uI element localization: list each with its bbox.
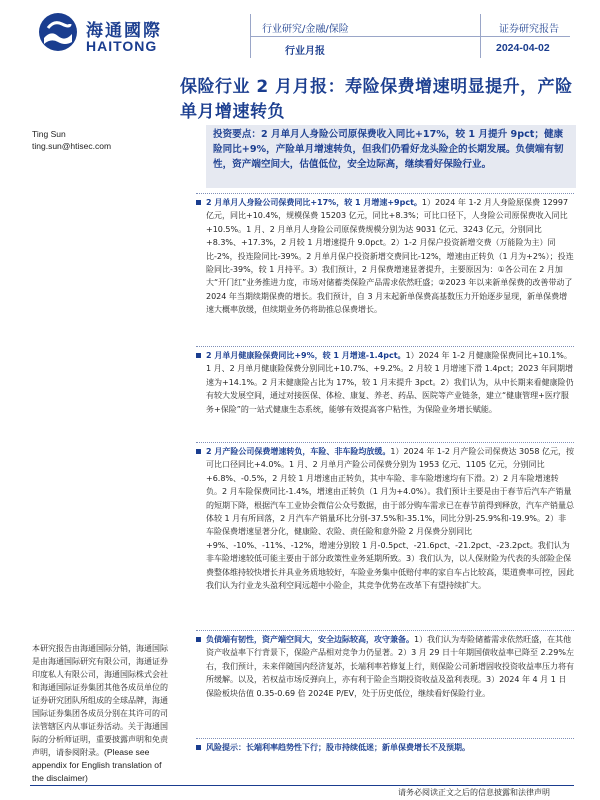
section-divider [196,346,574,347]
logo-chinese: 海通國際 [86,21,162,41]
report-category: 行业研究/金融/保险 [262,24,349,35]
section-risk [206,741,574,754]
bullet-icon [196,637,201,642]
haitong-logo [38,12,188,58]
section-divider [196,738,574,739]
report-type: 行业月报 [285,46,325,57]
section-body: 1）2024 年 1-2 月产险公司保费达 3058 亿元，按可比口径同比+4.0%。1 月、2 月单月产险公司保费分别为 1953 亿元、1105 亿元，分别同比+6.8%、-0.5%，2 月较 1 月增速由正转负，其中车险、非车险增速均有下滑。2）2 月车险增速转负。2 月车险保费同比-1.4%，增速由正转负（1 月为+4.0%）。我们预计主要是由于春节后汽车产销量的短期下降，根据汽车工业协会微信公众号数据，由于部分购车需求已在春节前得到释放，汽车产销量总体较 1 月有所回落，2 月汽车产销量环比分别-37.5%和-35.1%，同比分别-25.9%和-19.9%。2）非车险保费增速显著分化，健康险、农险、责任险和意外险 2 月保费分别同比+9%、-10%、-11%、-12%，增速分别较 1 月-0.5pct、-21.6pct、-21.2pct、-23.2pct。我们认为非车险增速较低可能主要由于部分政策性业务延期所致。3）我们认为，以人保财险为代表的头部险企保费整体维持较快增长并具业务质地较好，车险业务集中低赔付率的家自车占比较高，渠道费率可控，因此我们认为行业龙头盈利空间远超中小险企，其竞争优势在改革下有望持续扩大。 [206,447,574,591]
haitong-logo-mark-icon [38,12,78,52]
footer-note: 请务必阅读正文之后的信息披露和法律声明 [398,788,550,797]
section-lead: 风险提示： [206,743,246,752]
report-title: 保险行业 2 月月报：寿险保费增速明显提升，产险单月增速转负 [180,77,573,122]
section-divider [196,193,574,194]
section-body: 长端利率趋势性下行；股市持续低迷；新单保费增长不及预期。 [246,743,470,752]
report-date: 2024-04-02 [496,42,550,54]
disclaimer [32,642,174,785]
footer-divider [30,785,574,786]
section-body: 1）2024 年 1-2 月健康险保费同比+10.1%。1 月、2 月单月健康险保费分别同比+10.7%、+9.2%。2 月较 1 月增速下滑 1.4pct；2023 年同期增速为+14.1%。2 月末健康险占比为 17%，较 1 月末提升 3pct。2）我们认为，从中长期来看健康险仍有较大发展空间，通过对接医保、体检、康复、养老、药品、医院等产业链条，建立“健康管理+医疗服务+保险”的一站式健康生态系统，能够有效提高客户粘性，为保险业务增长赋能。 [206,351,574,414]
section-body: 1）2024 年 1-2 月人身险原保费 12997 亿元，同比+10.4%，规模保费 15203 亿元，同比+8.3%；可比口径下，人身险公司原保费收入同比+10.5%。1 月、2 月单月人身险公司原保费规模分别为达 9031 亿元、3243 亿元，分别同比+8.3%、+17.3%，2 月较 1 月增速提升 9.0pct。2）1-2 月保户投资新增交费（万能险为主）同比-2%，投连险同比-39%。2 月单月保户投资新增交费同比-12%，增速由正转负（1 月为+2%）；投连险同比-39%，较 1 月持平。3）我们预计，2 月保费增速显著提升，主要原因为：①各公司在 2 月加大“开门红”业务推进力度，市场对储蓄类保险产品需求依然旺盛；②2023 年以来新单保费的改善带动了 2024 年当期续期保费的增长。我们预计，自 3 月末起新单保费高基数压力开始逐步显现，新单保费增速大概率放缓，但续期业务仍将助推总保费增长。 [206,198,574,315]
disclaimer-chinese: 本研究报告由海通国际分销，海通国际是由海通国际研究有限公司，海通证券印度私人有限公司，海通国际株式会社和海通国际证券集团其他各成员单位的证券研究团队所组成的全球品牌，海通国际证券集团各成员分别在其许可的司法管辖区内从事证券活动。关于海通国际的分析师证明，重要披露声明和免责声明，请参阅附录。 [32,644,168,757]
section-body: 1）我们认为寿险储蓄需求依然旺盛，在其他资产收益率下行背景下，保险产品相对竞争力仍显著。2）3 月 29 日十年期国债收益率已降至 2.29%左右，我们预计，未来伴随国内经济复苏，长端利率若修复上行，则保险公司新增固收投资收益率压力将有所缓解。以及，若权益市场反弹向上，亦有利于险企当期投资收益及盈利表现。3）2024 年 4 月 1 日保险板块估值 0.35-0.69 倍 2024E P/EV，处于历史低位，继续看好保险行业。 [206,635,574,698]
section-lead: 2 月单月人身险公司保费同比+17%，较 1 月增速+9pct。 [206,198,422,207]
section-lead: 负债端有韧性，资产端空间大，安全边际较高，攻守兼备。 [206,635,414,644]
section-divider [196,442,574,443]
header-divider [250,36,570,37]
investment-summary: 投资要点：2 月单月人身险公司原保费收入同比+17%，较 1 月提升 9pct；健康险同比+9%，产险单月增速转负，但我们仍看好龙头险企的长期发展。负债端有韧性，资产端空间大，估值低位，安全边际高，继续看好保险行业。 [206,125,576,188]
section-life-insurance [206,196,574,317]
section-property-insurance [206,445,574,592]
bullet-icon [196,353,201,358]
section-divider [196,630,574,631]
author-email[interactable]: ting.sun@htisec.com [32,141,112,151]
bullet-icon [196,200,201,205]
section-lead: 2 月单月健康险保费同比+9%，较 1 月增速-1.4pct。 [206,351,406,360]
section-outlook [206,633,574,700]
report-label: 证券研究报告 [499,24,559,35]
report-header [0,0,600,68]
bullet-icon [196,745,201,750]
section-health-insurance [206,349,574,416]
disclaimer-english[interactable]: (Please see appendix for English translation of the disclaimer) [32,747,162,783]
author-name: Ting Sun [32,129,66,139]
logo-english: HAITONG [86,38,158,54]
author-block [32,128,111,152]
section-lead: 2 月产险公司保费增速转负，车险、非车险均放缓。 [206,447,391,456]
bullet-icon [196,449,201,454]
